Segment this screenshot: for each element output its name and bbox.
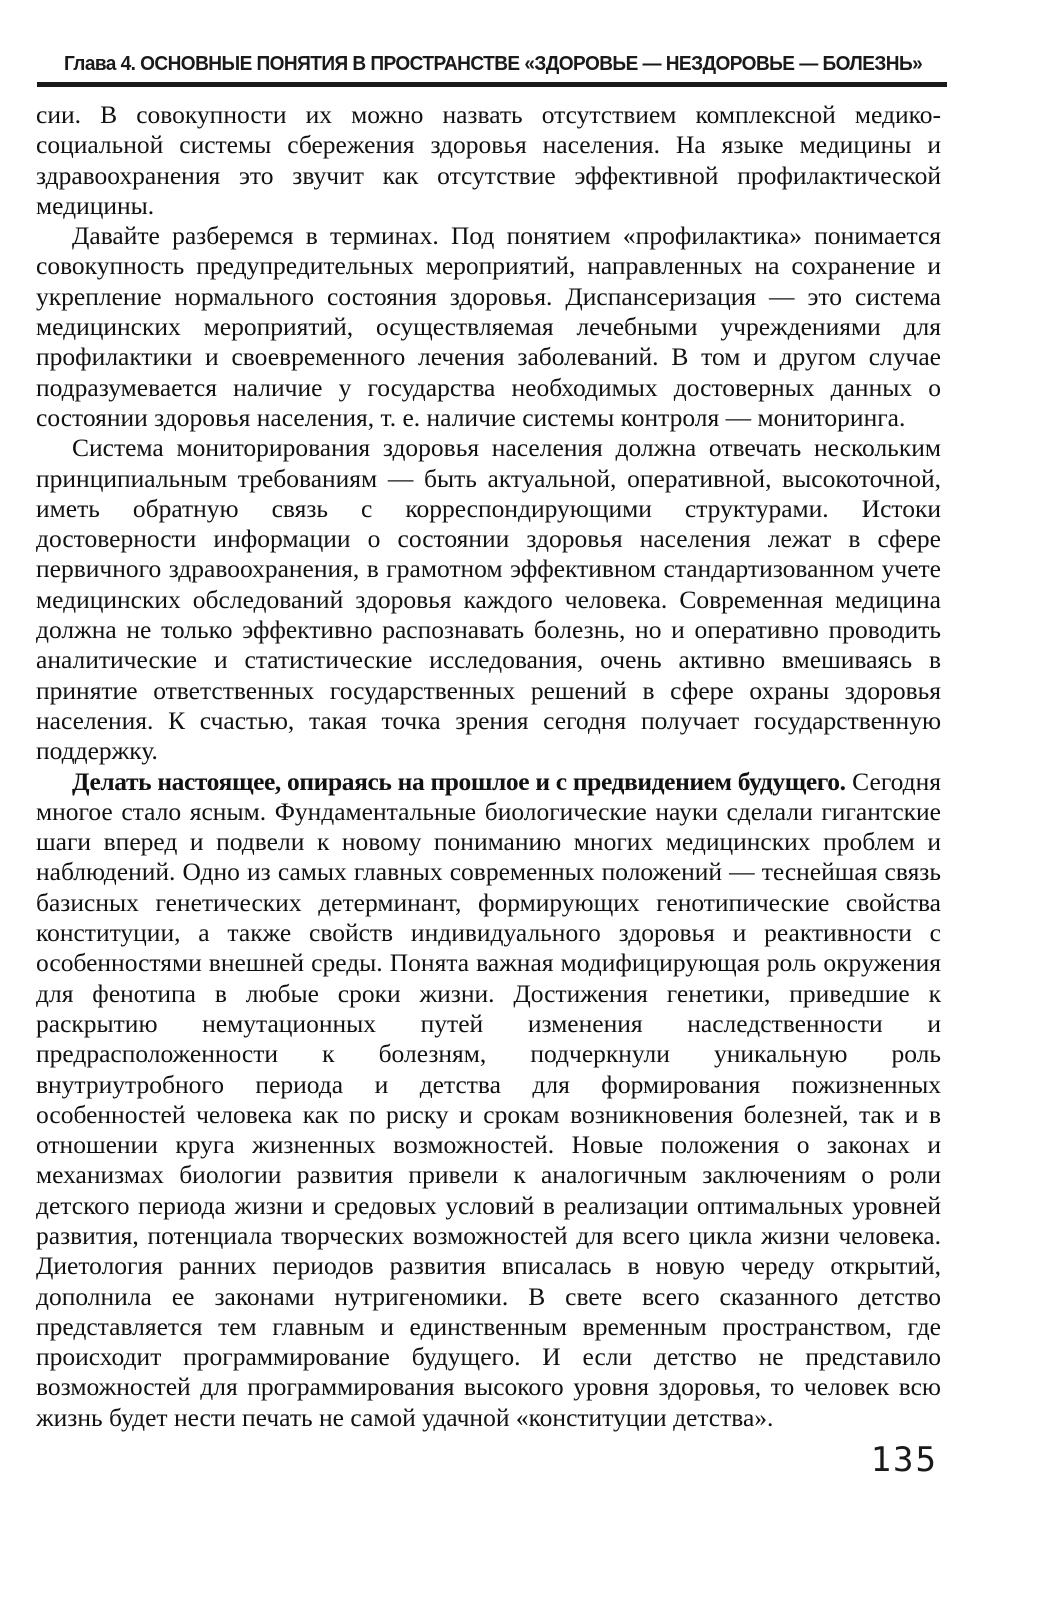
paragraph-with-runin-heading (36, 767, 941, 1434)
paragraph: Система мониторирования здоровья населения должна отвечать нескольким принципиальным требованиям — быть актуальной, оперативной, высокоточной, иметь обратную связь с корреспондирующими структурами. Истоки достоверности информации о состоянии здоровья населения лежат в сфере первичного здравоохранения, в грамотном эффективном стандартизованном учете медицинских обследований здоровья каждого человека. Современная медицина должна не только эффективно распознавать болезнь, но и оперативно проводить аналитические и статистические исследования, очень активно вмешиваясь в принятие ответственных государственных решений в сфере охраны здоровья населения. К счастью, такая точка зрения сегодня получает государственную поддержку. (36, 433, 941, 766)
paragraph-text: Сегодня многое стало ясным. Фундаментальные биологические науки сделали гигантские шаги вперед и подвели к новому пониманию многих медицинских проблем и наблюдений. Одно из самых главных современных положений — теснейшая связь базисных генетических детерминант, формирующих генотипические свойства конституции, а также свойств индивидуального здоровья и реактивности с особенностями внешней среды. Понята важная модифицирующая роль окружения для фенотипа в любые сроки жизни. Достижения генетики, приведшие к раскрытию немутационных путей изменения наследственности и предрасположенности к болезням, подчеркнули уникальную роль внутриутробного периода и детства для формирования пожизненных особенностей человека как по риску и срокам возникновения болезней, так и в отношении круга жизненных возможностей. Новые положения о законах и механизмах биологии развития привели к аналогичным заключениям о роли детского периода жизни и средовых условий в реализации оптимальных уровней развития, потенциала творческих возможностей для всего цикла жизни человека. Диетология ранних периодов развития вписалась в новую череду открытий, дополнила ее законами нутригеномики. В свете всего сказанного детство представляется тем главным и единственным временным пространством, где происходит программирование будущего. И если детство не представило возможностей для программирования высокого уровня здоровья, то человек всю жизнь будет нести печать не самой удачной «конституции детства». (36, 766, 942, 1432)
paragraph-continued: сии. В совокупности их можно назвать отсутствием комплексной медико-социальной системы сбережения здоровья населения. На языке медицины и здравоохранения это звучит как отсутствие эффективной профилактической медицины. (36, 100, 941, 220)
body-text (36, 100, 941, 1433)
page-number: 135 (870, 1440, 938, 1480)
paragraph: Давайте разберемся в терминах. Под понятием «профилактика» понимается совокупность предупредительных мероприятий, направленных на сохранение и укрепление нормального состояния здоровья. Диспансеризация — это система медицинских мероприятий, осуществляемая лечебными учреждениями для профилактики и своевременного лечения заболеваний. В том и другом случае подразумевается наличие у государства необходимых достоверных данных о состоянии здоровья населения, т. е. наличие системы контроля — мониторинга. (36, 221, 941, 432)
header-rule (37, 82, 947, 87)
runin-heading: Делать настоящее, опираясь на прошлое и с предвидением будущего. (72, 766, 846, 796)
running-head: Глава 4. ОСНОВНЫЕ ПОНЯТИЯ В ПРОСТРАНСТВЕ «ЗДОРОВЬЕ — НЕЗДОРОВЬЕ — БОЛЕЗНЬ» (64, 52, 923, 75)
